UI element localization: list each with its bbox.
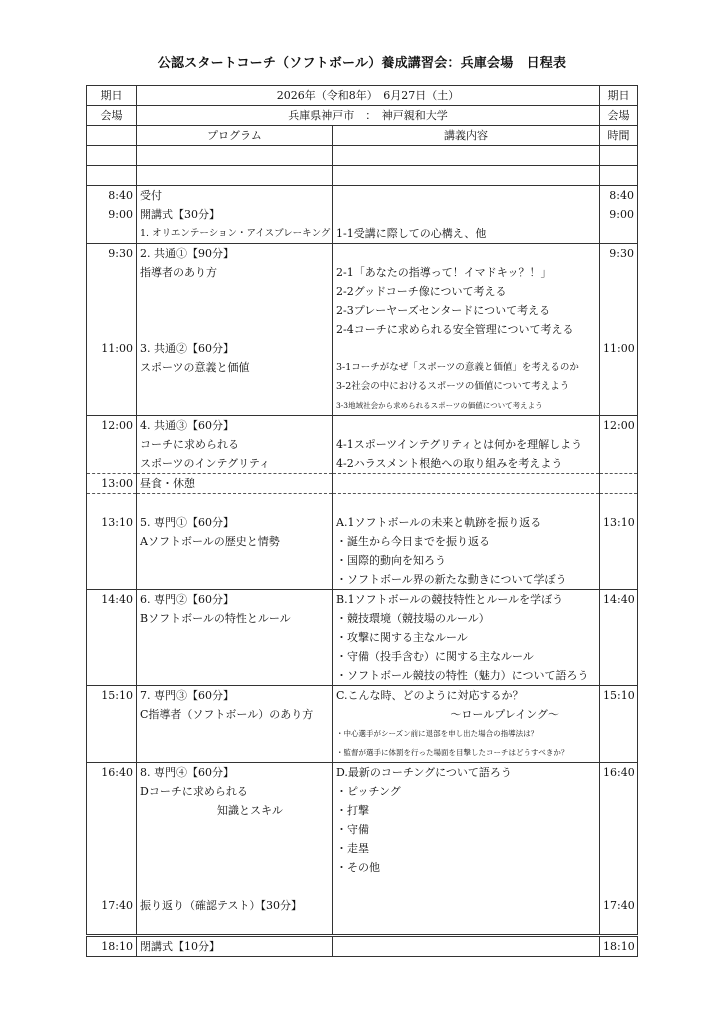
lecture-cell [333, 896, 600, 915]
program-cell: Bソフトボールの特性とルール [137, 609, 333, 628]
end-time: 9:30 [600, 244, 638, 264]
end-time [600, 224, 638, 244]
end-time [600, 628, 638, 647]
program-cell [137, 282, 333, 301]
table-row [87, 647, 638, 666]
program-cell: 振り返り（確認テスト）【30分】 [137, 896, 333, 915]
table-row [87, 435, 638, 454]
lecture-cell [333, 339, 600, 358]
end-time [600, 705, 638, 724]
program-cell: 昼食・休憩 [137, 474, 333, 494]
lecture-cell: ・走塁 [333, 839, 600, 858]
spacer-row [87, 146, 638, 166]
table-row [87, 454, 638, 474]
start-time [87, 224, 137, 244]
column-header-row [87, 126, 638, 146]
lecture-cell: 1-1受講に際しての心構え、他 [333, 224, 600, 244]
table-row [87, 513, 638, 532]
start-time [87, 628, 137, 647]
end-time: 11:00 [600, 339, 638, 358]
end-time [600, 301, 638, 320]
table-row [87, 820, 638, 839]
start-time [87, 532, 137, 551]
table-row [87, 339, 638, 358]
end-time: 14:40 [600, 590, 638, 610]
start-time: 14:40 [87, 590, 137, 610]
start-time [87, 263, 137, 282]
end-time [600, 435, 638, 454]
date-label: 期日 [87, 86, 137, 106]
date-row [87, 86, 638, 106]
end-time [600, 666, 638, 686]
program-cell: 5. 専門①【60分】 [137, 513, 333, 532]
table-row [87, 590, 638, 610]
table-row [87, 358, 638, 377]
table-row [87, 377, 638, 396]
lecture-cell: ・攻撃に関する主なルール [333, 628, 600, 647]
lecture-cell: ・ソフトボール競技の特性（魅力）について語ろう [333, 666, 600, 686]
end-time: 18:10 [600, 936, 638, 957]
start-time: 11:00 [87, 339, 137, 358]
table-row [87, 743, 638, 763]
lecture-cell: 2-1「あなたの指導って！イマドキッ？！」 [333, 263, 600, 282]
program-cell: 指導者のあり方 [137, 263, 333, 282]
program-cell: Aソフトボールの歴史と情勢 [137, 532, 333, 551]
program-cell [137, 858, 333, 877]
program-cell: C指導者（ソフトボール）のあり方 [137, 705, 333, 724]
lecture-cell: ・誕生から今日までを振り返る [333, 532, 600, 551]
table-row [87, 896, 638, 915]
table-row [87, 936, 638, 957]
end-time [600, 839, 638, 858]
table-row [87, 705, 638, 724]
lecture-cell [333, 186, 600, 206]
schedule-table [86, 85, 638, 957]
program-cell: 3. 共通②【60分】 [137, 339, 333, 358]
lecture-header: 講義内容 [333, 126, 600, 146]
table-row [87, 532, 638, 551]
end-time [600, 320, 638, 339]
lecture-cell [333, 205, 600, 224]
table-row [87, 858, 638, 877]
end-time: 13:10 [600, 513, 638, 532]
lecture-cell: D.最新のコーチングについて語ろう [333, 763, 600, 783]
program-cell [137, 839, 333, 858]
start-time [87, 570, 137, 590]
program-cell [137, 570, 333, 590]
lecture-cell: ・打撃 [333, 801, 600, 820]
program-cell [137, 320, 333, 339]
table-row [87, 763, 638, 783]
spacer-row [87, 915, 638, 936]
end-time [600, 801, 638, 820]
lecture-cell: 2-2グッドコーチ像について考える [333, 282, 600, 301]
lecture-cell: ・競技環境（競技場のルール） [333, 609, 600, 628]
venue-label-right: 会場 [600, 106, 638, 126]
start-time: 16:40 [87, 763, 137, 783]
start-time [87, 820, 137, 839]
table-row [87, 609, 638, 628]
table-row [87, 320, 638, 339]
end-time [600, 551, 638, 570]
program-cell [137, 377, 333, 396]
start-time: 13:10 [87, 513, 137, 532]
end-time [600, 396, 638, 416]
program-cell [137, 301, 333, 320]
lecture-cell: ・守備（投手含む）に関する主なルール [333, 647, 600, 666]
end-time [600, 570, 638, 590]
start-time: 9:00 [87, 205, 137, 224]
table-row [87, 416, 638, 436]
start-time [87, 396, 137, 416]
end-time [600, 282, 638, 301]
start-time [87, 358, 137, 377]
lecture-cell: B.1ソフトボールの競技特性とルールを学ぼう [333, 590, 600, 610]
table-row [87, 628, 638, 647]
lecture-cell: A.1ソフトボールの未来と軌跡を振り返る [333, 513, 600, 532]
end-time [600, 609, 638, 628]
lecture-cell: 4-1スポーツインテグリティとは何かを理解しよう [333, 435, 600, 454]
date-value: 2026年（令和8年） 6月27日（土） [137, 86, 600, 106]
time-header: 時間 [600, 126, 638, 146]
table-row [87, 782, 638, 801]
program-cell [137, 551, 333, 570]
start-time [87, 858, 137, 877]
program-cell [137, 647, 333, 666]
end-time [600, 647, 638, 666]
start-time [87, 801, 137, 820]
program-cell [137, 724, 333, 743]
lecture-cell: 2-3プレーヤーズセンタードについて考える [333, 301, 600, 320]
start-time [87, 705, 137, 724]
start-time [87, 724, 137, 743]
lecture-cell: ・中心選手がシーズン前に退部を申し出た場合の指導法は？ [333, 724, 600, 743]
start-time [87, 609, 137, 628]
lecture-cell: 4-2ハラスメント根絶への取り組みを考えよう [333, 454, 600, 474]
table-row [87, 301, 638, 320]
program-cell [137, 820, 333, 839]
table-row [87, 205, 638, 224]
program-header: プログラム [137, 126, 333, 146]
table-row [87, 686, 638, 706]
table-row [87, 570, 638, 590]
program-cell: Dコーチに求められる [137, 782, 333, 801]
start-time [87, 839, 137, 858]
end-time [600, 474, 638, 494]
table-row [87, 186, 638, 206]
program-cell: 開講式【30分】 [137, 205, 333, 224]
venue-value: 兵庫県神戸市 ： 神戸親和大学 [137, 106, 600, 126]
start-time [87, 454, 137, 474]
lecture-cell [333, 936, 600, 957]
end-time [600, 263, 638, 282]
lecture-cell: 3-2社会の中におけるスポーツの価値について考えよう [333, 377, 600, 396]
end-time: 12:00 [600, 416, 638, 436]
start-time [87, 647, 137, 666]
start-time: 8:40 [87, 186, 137, 206]
lecture-cell [333, 416, 600, 436]
program-cell: 知識とスキル [137, 801, 333, 820]
end-time [600, 743, 638, 763]
venue-row [87, 106, 638, 126]
start-time [87, 743, 137, 763]
lecture-cell: 3-3地域社会から求められるスポーツの価値について考えよう [333, 396, 600, 416]
start-time [87, 301, 137, 320]
table-row [87, 801, 638, 820]
start-time: 9:30 [87, 244, 137, 264]
lecture-cell: C.こんな時、どのように対応するか？ [333, 686, 600, 706]
spacer-row-2 [87, 166, 638, 186]
lecture-cell: ・その他 [333, 858, 600, 877]
end-time: 17:40 [600, 896, 638, 915]
start-time: 12:00 [87, 416, 137, 436]
table-row [87, 263, 638, 282]
lecture-cell [333, 244, 600, 264]
start-time: 18:10 [87, 936, 137, 957]
start-time: 17:40 [87, 896, 137, 915]
program-cell: 7. 専門③【60分】 [137, 686, 333, 706]
time-header-blank [87, 126, 137, 146]
program-cell: 1. オリエンテーション・アイスブレーキング [137, 224, 333, 244]
start-time [87, 320, 137, 339]
table-row [87, 839, 638, 858]
end-time [600, 377, 638, 396]
lecture-cell: 3-1コーチがなぜ「スポーツの意義と価値」を考えるのか [333, 358, 600, 377]
start-time [87, 666, 137, 686]
end-time [600, 724, 638, 743]
program-cell: スポーツの意義と価値 [137, 358, 333, 377]
table-row [87, 396, 638, 416]
table-row [87, 666, 638, 686]
table-row [87, 244, 638, 264]
start-time [87, 435, 137, 454]
program-cell [137, 396, 333, 416]
end-time [600, 358, 638, 377]
program-cell: 2. 共通①【90分】 [137, 244, 333, 264]
end-time [600, 858, 638, 877]
end-time: 9:00 [600, 205, 638, 224]
start-time: 15:10 [87, 686, 137, 706]
start-time: 13:00 [87, 474, 137, 494]
lecture-cell: ・監督が選手に体罰を行った場面を目撃したコーチはどうすべきか？ [333, 743, 600, 763]
end-time: 8:40 [600, 186, 638, 206]
venue-label: 会場 [87, 106, 137, 126]
table-row [87, 551, 638, 570]
lecture-cell: ～ロールプレイング～ [333, 705, 600, 724]
lecture-cell: ・国際的動向を知ろう [333, 551, 600, 570]
program-cell [137, 743, 333, 763]
table-row [87, 282, 638, 301]
program-cell [137, 666, 333, 686]
start-time [87, 782, 137, 801]
page-title: 公認スタートコーチ（ソフトボール）養成講習会：兵庫会場 日程表 [157, 56, 567, 71]
program-cell: スポーツのインテグリティ [137, 454, 333, 474]
spacer-row [87, 494, 638, 514]
table-row [87, 474, 638, 494]
end-time [600, 532, 638, 551]
lecture-cell: 2-4コーチに求められる安全管理について考える [333, 320, 600, 339]
end-time [600, 782, 638, 801]
program-cell: 閉講式【10分】 [137, 936, 333, 957]
start-time [87, 551, 137, 570]
end-time: 15:10 [600, 686, 638, 706]
table-row [87, 224, 638, 244]
lecture-cell [333, 474, 600, 494]
table-row [87, 724, 638, 743]
end-time [600, 820, 638, 839]
program-cell: 受付 [137, 186, 333, 206]
start-time [87, 377, 137, 396]
end-time: 16:40 [600, 763, 638, 783]
spacer-row [87, 877, 638, 896]
lecture-cell: ・ピッチング [333, 782, 600, 801]
program-cell: 4. 共通③【60分】 [137, 416, 333, 436]
end-time [600, 454, 638, 474]
program-cell: コーチに求められる [137, 435, 333, 454]
start-time [87, 282, 137, 301]
program-cell: 6. 専門②【60分】 [137, 590, 333, 610]
lecture-cell: ・ソフトボール界の新たな動きについて学ぼう [333, 570, 600, 590]
date-label-right: 期日 [600, 86, 638, 106]
lecture-cell: ・守備 [333, 820, 600, 839]
program-cell: 8. 専門④【60分】 [137, 763, 333, 783]
program-cell [137, 628, 333, 647]
